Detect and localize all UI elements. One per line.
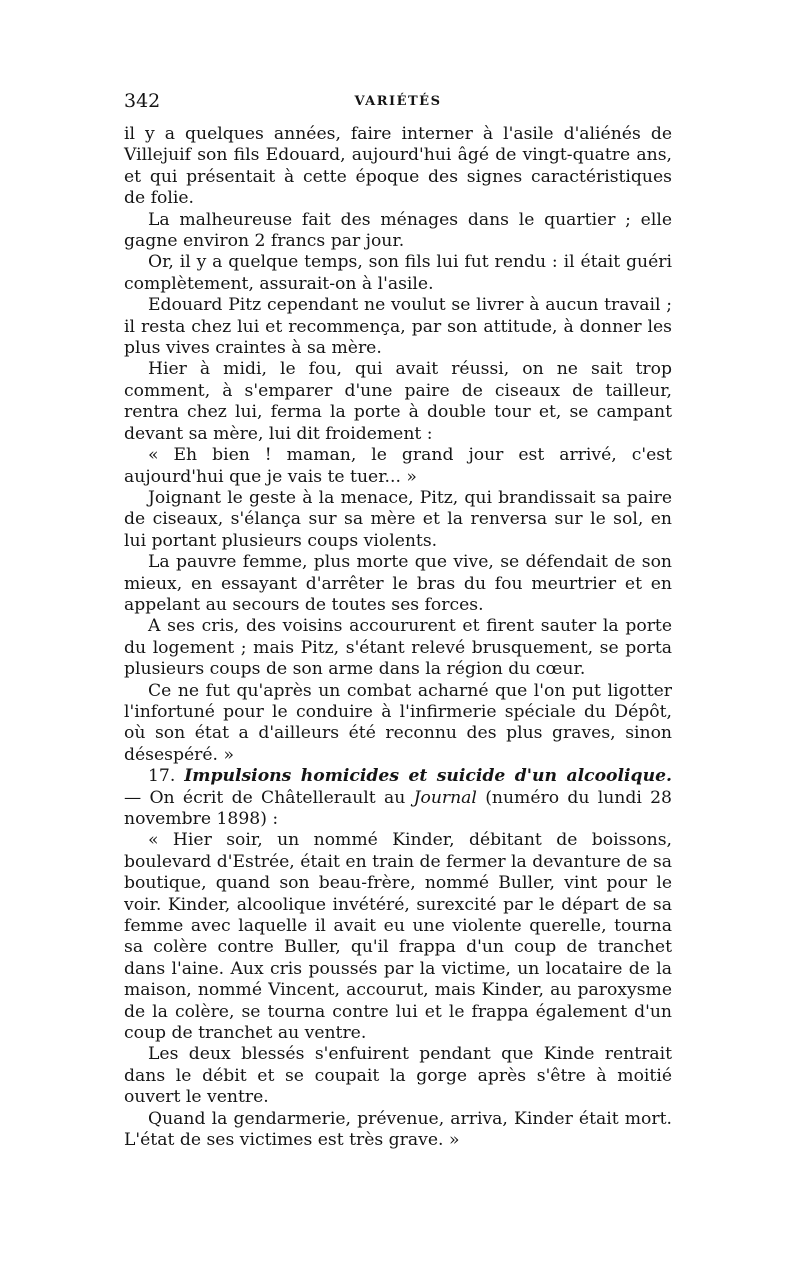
paragraph: Or, il y a quelque temps, son fils lui fut rendu : il était guéri complètement, assurait-on à l'asile. <box>124 252 672 294</box>
paragraph: Hier à midi, le fou, qui avait réussi, on ne sait trop comment, à s'emparer d'une paire de ciseaux de tailleur, rentra chez lui, ferma la porte à double tour et, se campant devant sa mère, lui dit froidement : <box>124 359 672 444</box>
page-number: 342 <box>124 90 161 112</box>
journal-title: Journal <box>413 787 477 808</box>
paragraph: Edouard Pitz cependant ne voulut se livrer à aucun travail ; il resta chez lui et recommença, par son attitude, à donner les plus vives craintes à sa mère. <box>124 295 672 359</box>
section-title: Impulsions homicides et suicide d'un alcoolique. <box>184 766 672 787</box>
page-body <box>124 124 672 1152</box>
paragraph: Les deux blessés s'enfuirent pendant que Kinde rentrait dans le débit et se coupait la gorge après s'être à moitié ouvert le ventre. <box>124 1044 672 1108</box>
paragraph: La pauvre femme, plus morte que vive, se défendait de son mieux, en essayant d'arrêter le bras du fou meurtrier et en appelant au secours de toutes ses forces. <box>124 552 672 615</box>
paragraph: « Hier soir, un nommé Kinder, débitant de boissons, boulevard d'Estrée, était en train de fermer la devanture de sa boutique, quand son beau-frère, nommé Buller, vint pour le voir. Kinder, alcoolique invétéré, surexcité par le départ de sa femme avec laquelle il avait eu une violente querelle, tourna sa colère contre Buller, qu'il frappa d'un coup de tranchet dans l'aine. Aux cris poussés par la victime, un locataire de la maison, nommé Vincent, accourut, mais Kinder, au paroxysme de la colère, se tourna contre lui et le frappa également d'un coup de tranchet au ventre. <box>124 830 672 1044</box>
section-number: 17. <box>148 766 176 787</box>
paragraph: A ses cris, des voisins accoururent et firent sauter la porte du logement ; mais Pitz, s'étant relevé brusquement, se porta plusieurs coups de son arme dans la région du cœur. <box>124 616 672 680</box>
section-heading-paragraph <box>124 766 672 830</box>
section-intro-date: (numéro du lundi 28 novembre 1898) : <box>124 787 672 829</box>
running-title: VARIÉTÉS <box>354 94 442 109</box>
paragraph: Ce ne fut qu'après un combat acharné que l'on put ligotter l'infortuné pour le conduire à l'infirmerie spéciale du Dépôt, où son état a d'ailleurs été reconnu des plus graves, sinon désespéré. » <box>124 680 672 765</box>
page-header <box>124 90 672 118</box>
paragraph: Quand la gendarmerie, prévenue, arriva, Kinder était mort. L'état de ses victimes est très grave. » <box>124 1108 672 1151</box>
paragraph: il y a quelques années, faire interner à l'asile d'aliénés de Villejuif son fils Edouard, aujourd'hui âgé de vingt-quatre ans, et qui présentait à cette époque des signes caractéristiques de folie. <box>124 124 672 209</box>
paragraph: « Eh bien ! maman, le grand jour est arrivé, c'est aujourd'hui que je vais te tuer... » <box>124 445 672 487</box>
section-intro: — On écrit de Châtellerault au <box>124 787 406 808</box>
paragraph: La malheureuse fait des ménages dans le quartier ; elle gagne environ 2 francs par jour. <box>124 209 672 252</box>
paragraph: Joignant le geste à la menace, Pitz, qui brandissait sa paire de ciseaux, s'élança sur sa mère et la renversa sur le sol, en lui portant plusieurs coups violents. <box>124 487 672 551</box>
